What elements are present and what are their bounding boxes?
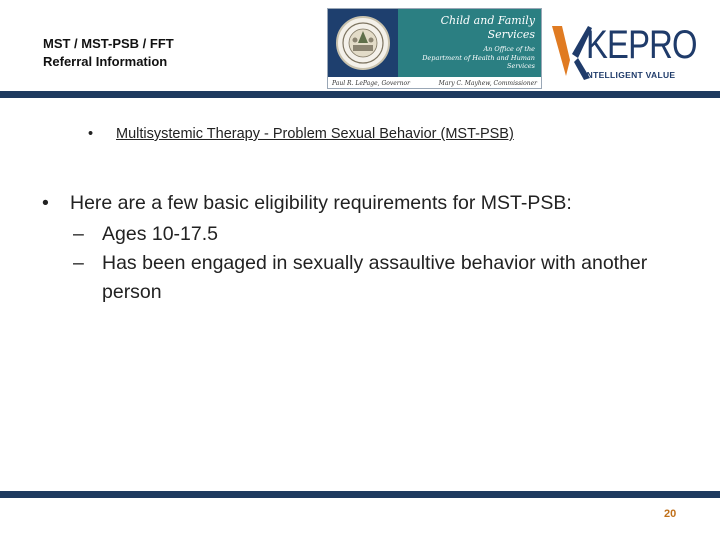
- kepro-tagline: INTELLIGENT VALUE: [584, 70, 676, 80]
- bullet-mark: •: [42, 192, 49, 214]
- state-seal-panel: [328, 9, 398, 77]
- bullet-text: Here are a few basic eligibility requirements for MST-PSB:: [70, 192, 572, 214]
- footer-rule: [0, 491, 720, 498]
- commissioner-name: Mary C. Mayhew, Commissioner: [438, 79, 537, 87]
- cfs-subtitle-2: Department of Health and Human Services: [422, 53, 535, 70]
- cfs-panel: [398, 9, 541, 77]
- sub-bullet-dash: –: [73, 223, 84, 245]
- subheading: [88, 126, 514, 142]
- header-rule: [0, 91, 720, 98]
- sub-bullet-item: [73, 249, 682, 307]
- subheading-bullet: •: [88, 126, 94, 142]
- kepro-wordmark: KEPRO: [586, 23, 697, 67]
- page-number: 20: [664, 508, 677, 520]
- slide-body: [42, 190, 682, 307]
- slide-title-line-1: MST / MST-PSB / FFT: [43, 36, 174, 51]
- logo-footer: [328, 77, 541, 89]
- kepro-logo: [548, 20, 698, 84]
- slide-title: [43, 35, 174, 71]
- dhhs-logo: [327, 8, 542, 89]
- bullet-item: [42, 190, 682, 216]
- sub-bullet-text: Has been engaged in sexually assaultive behavior with another person: [102, 252, 648, 303]
- subheading-text: Multisystemic Therapy - Problem Sexual Behavior (MST-PSB): [116, 126, 514, 142]
- sub-bullet-text: Ages 10-17.5: [102, 223, 219, 245]
- governor-name: Paul R. LePage, Governor: [332, 79, 411, 87]
- cfs-subtitle-1: An Office of the: [483, 45, 535, 53]
- cfs-title: Child and Family Services: [440, 14, 535, 41]
- sub-bullet-dash: –: [73, 252, 84, 274]
- sub-bullet-item: [73, 220, 682, 249]
- slide-title-line-2: Referral Information: [43, 54, 168, 69]
- state-seal-icon: [336, 16, 390, 70]
